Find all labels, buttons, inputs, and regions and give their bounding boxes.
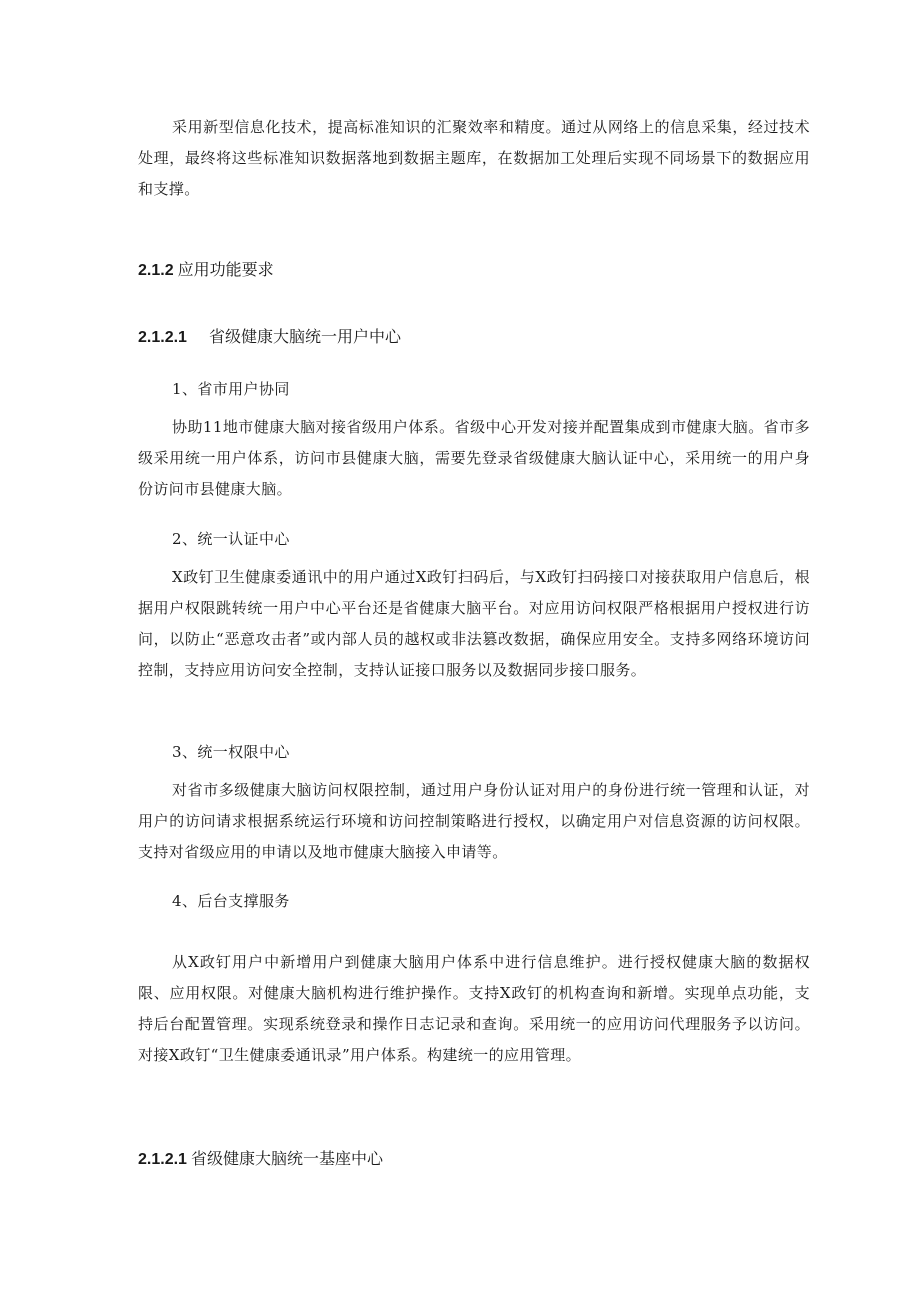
section-title: 省级健康大脑统一用户中心 (208, 327, 401, 346)
item-4-paragraph: 从X政钉用户中新增用户到健康大脑用户体系中进行信息维护。进行授权健康大脑的数据权限、应用权限。对健康大脑机构进行维护操作。支持X政钉的机构查询和新增。实现单点功能，支持后台配置管理。实现系统登录和操作日志记录和查询。采用统一的应用访问代理服务予以访问。对接X政钉“卫生健康委通讯录”用户体系。构建统一的应用管理。 (138, 953, 810, 1064)
section-heading-2-1-2-1-b (138, 1147, 383, 1172)
section-number: 2.1.2 (138, 262, 174, 279)
item-1-label: 1、省市用户协同 (172, 380, 290, 398)
section-title: 应用功能要求 (177, 260, 274, 279)
section-number: 2.1.2.1 (138, 329, 187, 346)
item-3-paragraph: 对省市多级健康大脑访问权限控制，通过用户身份认证对用户的身份进行统一管理和认证，对用户的访问请求根据系统运行环境和访问控制策略进行授权，以确定用户对信息资源的访问权限。支持对省级应用的申请以及地市健康大脑接入申请等。 (138, 781, 810, 861)
item-3-label: 3、统一权限中心 (172, 743, 290, 761)
item-1-paragraph: 协助11地市健康大脑对接省级用户体系。省级中心开发对接并配置集成到市健康大脑。省市多级采用统一用户体系，访问市县健康大脑，需要先登录省级健康大脑认证中心，采用统一的用户身份访问市县健康大脑。 (138, 418, 810, 498)
section-heading-2-1-2-1 (138, 325, 401, 350)
intro-paragraph: 采用新型信息化技术，提高标准知识的汇聚效率和精度。通过从网络上的信息采集，经过技术处理，最终将这些标准知识数据落地到数据主题库，在数据加工处理后实现不同场景下的数据应用和支撑。 (138, 118, 810, 198)
section-heading-2-1-2 (138, 258, 274, 283)
item-4-label: 4、后台支撑服务 (172, 892, 290, 910)
item-2-paragraph: X政钉卫生健康委通讯中的用户通过X政钉扫码后，与X政钉扫码接口对接获取用户信息后，根据用户权限跳转统一用户中心平台还是省健康大脑平台。对应用访问权限严格根据用户授权进行访问，以防止“恶意攻击者”或内部人员的越权或非法篡改数据，确保应用安全。支持多网络环境访问控制，支持应用访问安全控制，支持认证接口服务以及数据同步接口服务。 (138, 568, 810, 679)
section-title: 省级健康大脑统一基座中心 (190, 1149, 383, 1168)
item-2-label: 2、统一认证中心 (172, 530, 290, 548)
section-number: 2.1.2.1 (138, 1151, 187, 1168)
